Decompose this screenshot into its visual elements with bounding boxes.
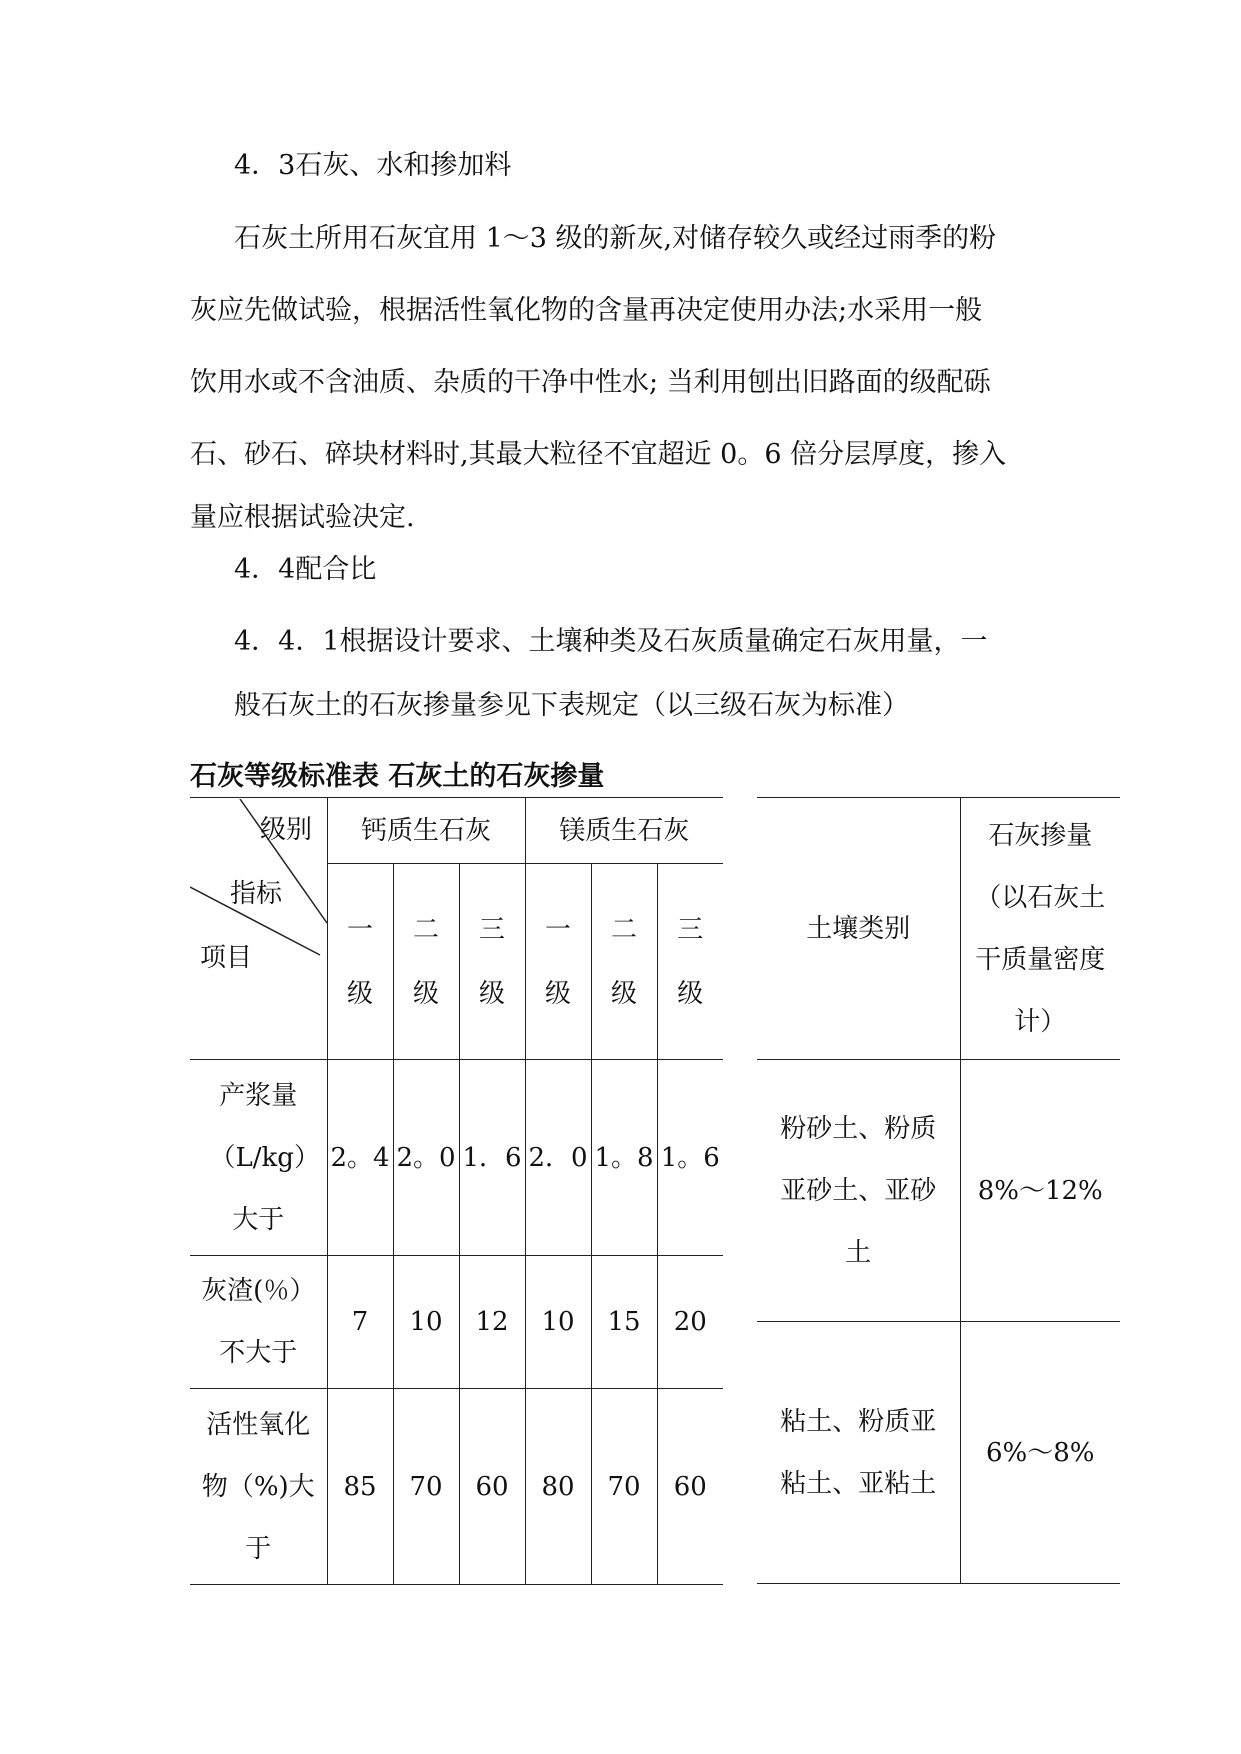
row-label-ash-residue: 灰渣(％）不大于 xyxy=(190,1256,327,1389)
table-cell: 10 xyxy=(393,1256,459,1389)
header-soil-type: 土壤类别 xyxy=(757,798,960,1060)
table-cell: 2．0 xyxy=(525,1060,591,1256)
corner-label-item: 项目 xyxy=(200,942,253,973)
row-label-active-oxide: 活性氧化物（%)大于 xyxy=(190,1389,327,1585)
grade-header: 二级 xyxy=(393,864,459,1060)
section-title-4-3: 4．3石灰、水和掺加料 xyxy=(234,150,512,181)
group-header-magnesium: 镁质生石灰 xyxy=(525,798,723,864)
table-cell: 2。0 xyxy=(393,1060,459,1256)
corner-diagonal-cell xyxy=(190,798,327,1060)
table-cell: 80 xyxy=(525,1389,591,1585)
dosage-cell: 8%～12% xyxy=(960,1060,1120,1322)
table-cell: 1。8 xyxy=(591,1060,657,1256)
table-cell: 70 xyxy=(393,1389,459,1585)
table-cell: 10 xyxy=(525,1256,591,1389)
lime-dosage-table xyxy=(757,797,1120,1584)
paragraph-line: 石、砂石、碎块材料时,其最大粒径不宜超近 0。6 倍分层厚度，掺入 xyxy=(190,439,1007,470)
header-lime-dosage: 石灰掺量（以石灰土干质量密度计） xyxy=(960,798,1120,1060)
table-cell: 1。6 xyxy=(657,1060,723,1256)
table-cell: 20 xyxy=(657,1256,723,1389)
table-cell: 60 xyxy=(657,1389,723,1585)
soil-type-cell: 粉砂土、粉质亚砂土、亚砂土 xyxy=(757,1060,960,1322)
grade-header: 一级 xyxy=(327,864,393,1060)
row-label-slurry-yield: 产浆量（L/kg）大于 xyxy=(190,1060,327,1256)
table-cell: 60 xyxy=(459,1389,525,1585)
lime-grade-table xyxy=(190,797,723,1585)
table-cell: 15 xyxy=(591,1256,657,1389)
group-header-calcium: 钙质生石灰 xyxy=(327,798,525,864)
table-cell: 12 xyxy=(459,1256,525,1389)
grade-header: 三级 xyxy=(459,864,525,1060)
table-heading: 石灰等级标准表 石灰土的石灰掺量 xyxy=(190,761,605,792)
grade-header: 一级 xyxy=(525,864,591,1060)
dosage-cell: 6%～8% xyxy=(960,1322,1120,1584)
paragraph-line: 般石灰土的石灰掺量参见下表规定（以三级石灰为标准） xyxy=(234,690,909,721)
soil-type-cell: 粘土、粉质亚粘土、亚粘土 xyxy=(757,1322,960,1584)
paragraph-line: 灰应先做试验，根据活性氧化物的含量再决定使用办法;水采用一般 xyxy=(190,295,983,326)
section-title-4-4: 4．4配合比 xyxy=(234,554,377,585)
table-cell: 7 xyxy=(327,1256,393,1389)
corner-label-indicator: 指标 xyxy=(230,878,283,909)
table-cell: 1．6 xyxy=(459,1060,525,1256)
table-cell: 85 xyxy=(327,1389,393,1585)
table-cell: 2。4 xyxy=(327,1060,393,1256)
table-cell: 70 xyxy=(591,1389,657,1585)
grade-header: 三级 xyxy=(657,864,723,1060)
paragraph-line: 饮用水或不含油质、杂质的干净中性水; 当利用刨出旧路面的级配砾 xyxy=(190,367,991,398)
grade-header: 二级 xyxy=(591,864,657,1060)
paragraph-line: 量应根据试验决定. xyxy=(190,502,415,533)
paragraph-line: 石灰土所用石灰宜用 1～3 级的新灰,对储存较久或经过雨季的粉 xyxy=(234,223,997,254)
section-title-4-4-1: 4．4．1根据设计要求、土壤种类及石灰质量确定石灰用量，一 xyxy=(234,626,988,657)
corner-label-grade: 级别 xyxy=(260,814,313,845)
